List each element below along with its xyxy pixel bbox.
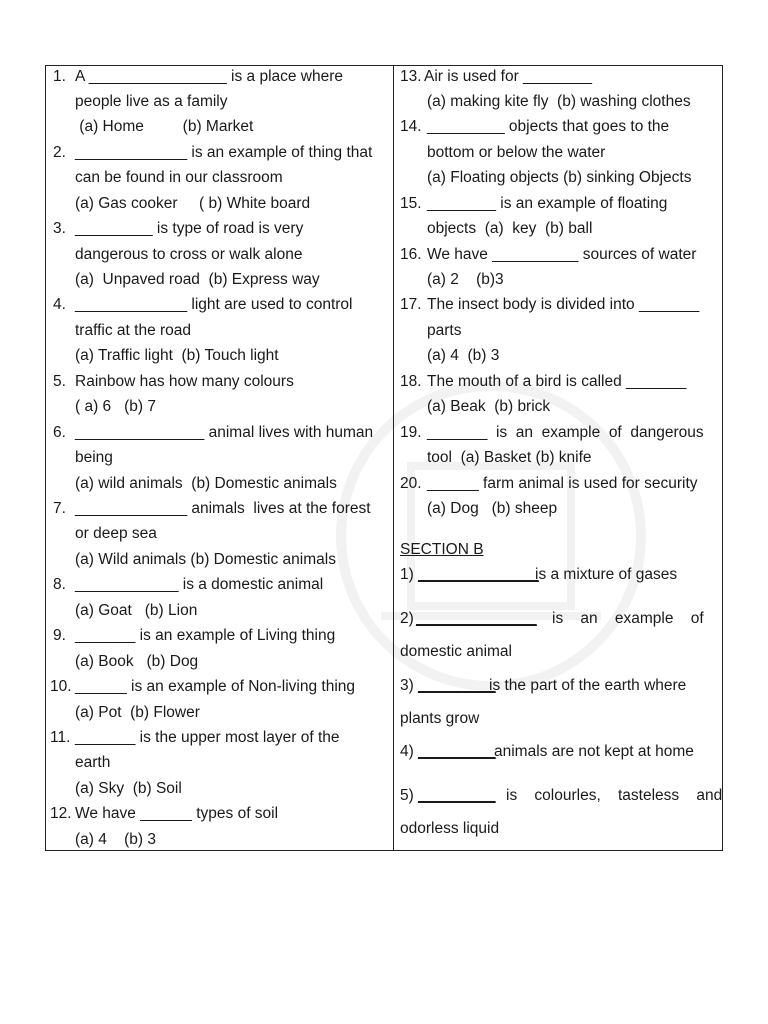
sb5-line1: is colourles, tasteless and — [506, 787, 723, 804]
q4-options: (a) Traffic light (b) Touch light — [75, 347, 279, 364]
q14-line2: bottom or below the water — [427, 144, 606, 161]
q2-number: 2. — [53, 144, 66, 161]
sb4-line1: animals are not kept at home — [494, 743, 694, 760]
q1-options: (a) Home (b) Market — [75, 118, 254, 135]
q19-number: 19. — [400, 424, 422, 441]
q6-options: (a) wild animals (b) Domestic animals — [75, 475, 337, 492]
q10-number: 10. — [50, 678, 72, 695]
sb4-number: 4) — [400, 743, 414, 760]
q15-line1: ________ is an example of floating — [427, 195, 668, 212]
q17-line2: parts — [427, 322, 462, 339]
column-divider — [393, 66, 394, 850]
q16-number: 16. — [400, 246, 422, 263]
q4-line1: _____________ light are used to control — [75, 296, 353, 313]
q15-number: 15. — [400, 195, 422, 212]
q2-line1: _____________ is an example of thing that — [75, 144, 373, 161]
sb2-number: 2) — [400, 610, 414, 627]
q17-number: 17. — [400, 296, 422, 313]
q6-line1: _______________ animal lives with human — [75, 424, 374, 441]
q11-line1: _______ is the upper most layer of the — [75, 729, 340, 746]
sb2-line1: is an example of — [552, 610, 704, 627]
sb5-blank: _________ — [418, 787, 496, 804]
q10-line1: ______ is an example of Non-living thing — [75, 678, 356, 695]
q18-options: (a) Beak (b) brick — [427, 398, 551, 415]
q17-line1: The insect body is divided into _______ — [427, 296, 700, 313]
q12-options: (a) 4 (b) 3 — [75, 831, 156, 848]
q13-line1: Air is used for ________ — [424, 68, 593, 85]
q8-line1: ____________ is a domestic animal — [75, 576, 324, 593]
q3-line2: dangerous to cross or walk alone — [75, 246, 303, 263]
q5-options: ( a) 6 (b) 7 — [75, 398, 156, 415]
sb1-blank: ______________ — [418, 566, 539, 583]
q3-line1: _________ is type of road is very — [75, 220, 304, 237]
sb4-blank: _________ — [418, 743, 496, 760]
q1-line1: A ________________ is a place where — [75, 68, 344, 85]
q7-line2: or deep sea — [75, 525, 157, 542]
q7-line1: _____________ animals lives at the forest — [75, 500, 371, 517]
sb1-line1: is a mixture of gases — [535, 566, 678, 583]
q2-line2: can be found in our classroom — [75, 169, 283, 186]
q9-options: (a) Book (b) Dog — [75, 653, 199, 670]
q14-line1: _________ objects that goes to the — [427, 118, 670, 135]
sb5-number: 5) — [400, 787, 414, 804]
q4-line2: traffic at the road — [75, 322, 192, 339]
sb1-number: 1) — [400, 566, 414, 583]
sb3-line1: is the part of the earth where — [489, 677, 687, 694]
q1-number: 1. — [53, 68, 66, 85]
q13-options: (a) making kite fly (b) washing clothes — [427, 93, 691, 110]
q17-options: (a) 4 (b) 3 — [427, 347, 500, 364]
q16-line1: We have __________ sources of water — [427, 246, 697, 263]
q4-number: 4. — [53, 296, 66, 313]
sb5-line2: odorless liquid — [400, 820, 500, 837]
q20-number: 20. — [400, 475, 422, 492]
q20-line1: ______ farm animal is used for security — [427, 475, 698, 492]
q8-number: 8. — [53, 576, 66, 593]
q12-number: 12. — [50, 805, 72, 822]
sb3-line2: plants grow — [400, 710, 480, 727]
q11-number: 11. — [50, 729, 71, 746]
q18-number: 18. — [400, 373, 422, 390]
section-b-title: SECTION B — [400, 541, 484, 558]
q5-line1: Rainbow has how many colours — [75, 373, 294, 390]
q8-options: (a) Goat (b) Lion — [75, 602, 198, 619]
q20-options: (a) Dog (b) sheep — [427, 500, 558, 517]
sb3-number: 3) — [400, 677, 414, 694]
q14-options: (a) Floating objects (b) sinking Objects — [427, 169, 692, 186]
q9-line1: _______ is an example of Living thing — [75, 627, 336, 644]
q7-number: 7. — [53, 500, 66, 517]
sb2-blank: ______________ — [416, 610, 537, 627]
q19-line2: tool (a) Basket (b) knife — [427, 449, 592, 466]
q5-number: 5. — [53, 373, 66, 390]
q16-options: (a) 2 (b)3 — [427, 271, 504, 288]
q9-number: 9. — [53, 627, 66, 644]
q12-line1: We have ______ types of soil — [75, 805, 279, 822]
q14-number: 14. — [400, 118, 422, 135]
q10-options: (a) Pot (b) Flower — [75, 704, 200, 721]
q6-line2: being — [75, 449, 113, 466]
q6-number: 6. — [53, 424, 66, 441]
q13-number: 13. — [400, 68, 422, 85]
q1-line2: people live as a family — [75, 93, 228, 110]
q18-line1: The mouth of a bird is called _______ — [427, 373, 687, 390]
q19-line1: _______ is an example of dangerous — [427, 424, 704, 441]
q2-options: (a) Gas cooker ( b) White board — [75, 195, 311, 212]
question-sheet — [45, 65, 723, 851]
q15-line2: objects (a) key (b) ball — [427, 220, 593, 237]
q11-line2: earth — [75, 754, 111, 771]
q3-number: 3. — [53, 220, 66, 237]
q3-options: (a) Unpaved road (b) Express way — [75, 271, 320, 288]
q7-options: (a) Wild animals (b) Domestic animals — [75, 551, 336, 568]
sb2-line2: domestic animal — [400, 643, 512, 660]
sb3-blank: _________ — [418, 677, 496, 694]
q11-options: (a) Sky (b) Soil — [75, 780, 182, 797]
